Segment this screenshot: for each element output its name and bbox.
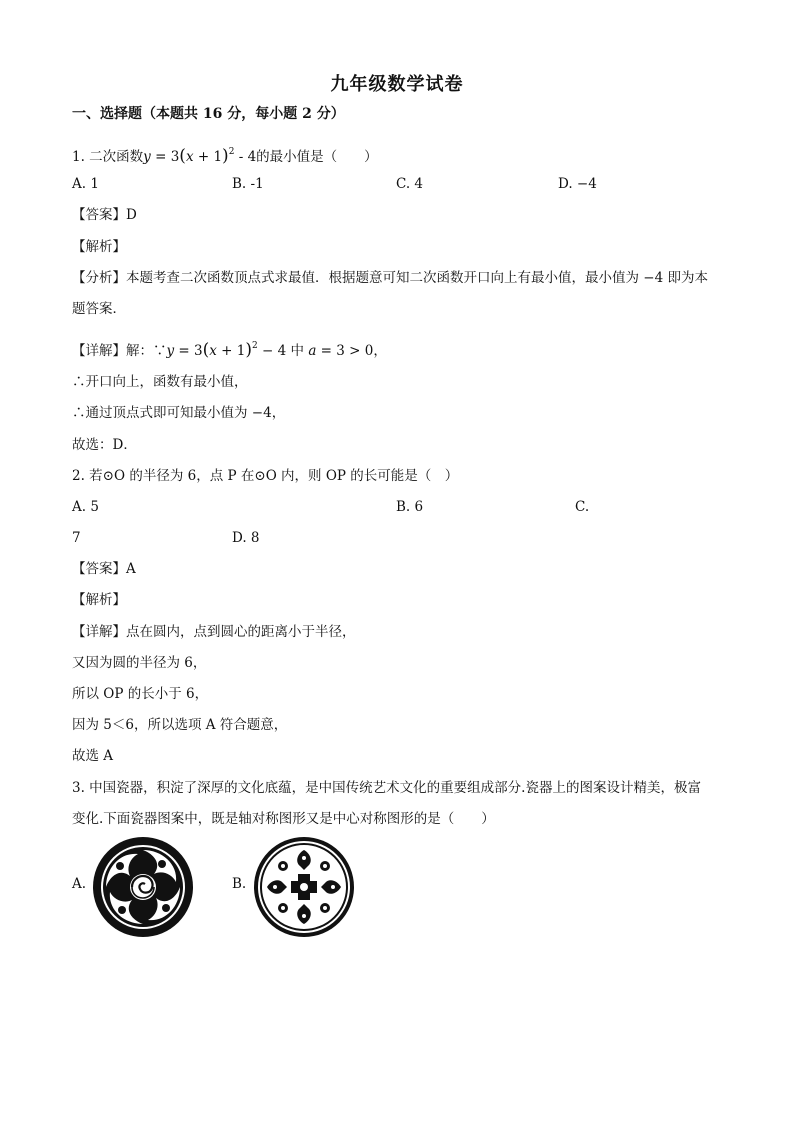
q2-answer: 【答案】A xyxy=(72,561,136,577)
q1-choice-line: 故选：D． xyxy=(72,437,137,453)
q1-detail-x: x xyxy=(209,343,217,359)
q1-option-a: A. 1 xyxy=(72,176,99,192)
q2-stem: 2. 若⊙O 的半径为 6，点 P 在⊙O 内，则 OP 的长可能是（ ） xyxy=(72,468,459,484)
q1-prefix: 1. 二次函数 xyxy=(72,149,144,165)
q1-analysis-label: 【解析】 xyxy=(72,239,126,255)
q2-option-c-value: 7 xyxy=(72,530,81,546)
q2-detail3: 所以 OP 的长小于 6， xyxy=(72,686,209,702)
q3-option-b-label: B. xyxy=(232,876,247,892)
q1-detail xyxy=(72,336,387,361)
q3-stem-line1: 3. 中国瓷器，积淀了深厚的文化底蕴，是中国传统艺术文化的重要组成部分.瓷器上的图案设计精美，极富 xyxy=(72,780,701,796)
q2-option-b: B. 6 xyxy=(396,499,424,515)
q1-func-eq: = 3 xyxy=(150,149,180,165)
q1-func-y: y xyxy=(143,149,151,165)
q1-detail-plus: + 1 xyxy=(216,343,246,359)
q2-detail4: 因为 5＜6，所以选项 A 符合题意， xyxy=(72,717,288,733)
q3-stem-line2: 变化.下面瓷器图案中，既是轴对称图形又是中心对称图形的是（ ） xyxy=(72,811,495,827)
q1-detail-a: a xyxy=(308,343,317,359)
q1-func: $y = 3(x + 1)^2 - 4$ xyxy=(143,146,257,166)
q1-func-x: x xyxy=(185,149,194,165)
q1-vertex-line: ∴通过顶点式即可知最小值为 −4， xyxy=(72,405,286,421)
q2-analysis-label: 【解析】 xyxy=(72,592,126,608)
q1-detail-cond: = 3 > 0， xyxy=(316,343,387,359)
q1-func-exp: 2 xyxy=(228,147,235,157)
q1-stem xyxy=(72,142,378,167)
q1-open-line: ∴开口向上，函数有最小值， xyxy=(72,374,248,390)
page-title: 九年级数学试卷 xyxy=(330,74,464,95)
section-heading: 一、选择题（本题共 16 分，每小题 2 分） xyxy=(72,106,345,122)
q3-pattern-b-image xyxy=(253,836,355,938)
q3-pattern-a-image xyxy=(92,836,194,938)
q3-option-a-label: A. xyxy=(72,876,87,892)
q2-detail2: 又因为圆的半径为 6， xyxy=(72,655,207,671)
q1-option-d: D. −4 xyxy=(558,176,597,192)
q1-detail-func: $y = 3(x + 1)^2 - 4$ 中 a = 3 > 0， xyxy=(166,340,387,360)
q2-detail5: 故选 A xyxy=(72,748,114,764)
q1-func-tail: - 4 xyxy=(234,149,257,165)
q1-detail-prefix: 【详解】解：∵ xyxy=(72,343,167,359)
q2-option-d: D. 8 xyxy=(232,530,260,546)
q1-detail-eq: = 3 xyxy=(174,343,203,359)
q1-detail-exp: 2 xyxy=(252,341,258,351)
q1-option-b: B. -1 xyxy=(232,176,264,192)
q1-suffix: 的最小值是（ ） xyxy=(256,149,378,165)
q1-option-c: C. 4 xyxy=(396,176,424,192)
q1-analysis-line2: 题答案． xyxy=(72,301,126,317)
q2-option-a: A. 5 xyxy=(72,499,99,515)
q1-answer: 【答案】D xyxy=(72,207,137,223)
q1-analysis-line1: 【分析】本题考查二次函数顶点式求最值．根据题意可知二次函数开口向上有最小值，最小值为 −4 即为本 xyxy=(72,270,708,286)
q1-detail-y: y xyxy=(166,343,175,359)
q1-func-plus: + 1 xyxy=(193,149,223,165)
q2-option-c: C. xyxy=(575,499,590,515)
q2-detail1: 【详解】点在圆内，点到圆心的距离小于半径， xyxy=(72,624,356,640)
q1-detail-tail: − 4 中 xyxy=(257,343,309,359)
